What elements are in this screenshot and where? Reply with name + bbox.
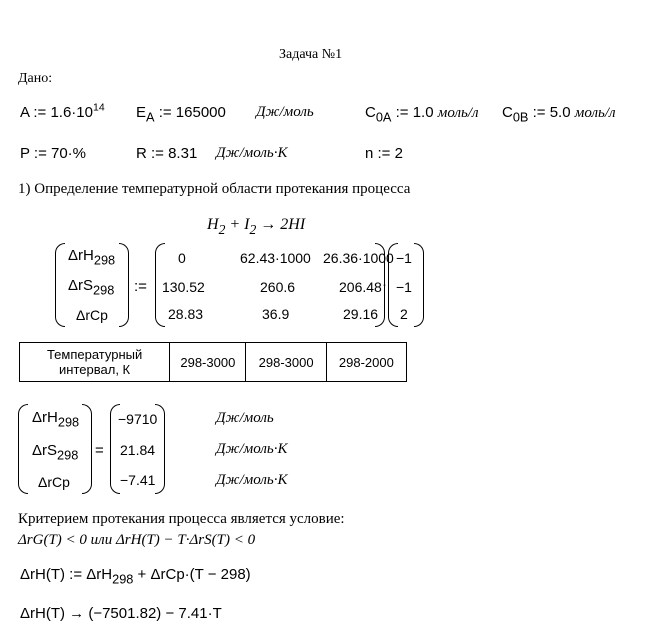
p-definition: P := 70·% — [20, 145, 87, 162]
problem-title: Задача №1 — [279, 47, 343, 62]
criterion-formula: ΔrG(T) < 0 или ΔrH(T) − T·ΔrS(T) < 0 — [18, 532, 256, 548]
multiply-dot: · — [382, 276, 387, 293]
a-definition: A := $1.6\cdot 10^{14}$ — [20, 101, 105, 121]
reaction-equation: $H_2 + I_2 \to 2HI$ — [207, 216, 306, 237]
result-unit: Дж/моль·К — [216, 441, 288, 457]
n-definition: n := 2 — [365, 145, 403, 162]
given-label: Дано: — [18, 71, 53, 86]
table-cell: 298-3000 — [246, 343, 326, 382]
ea-unit: Дж/моль — [256, 104, 314, 120]
table-cell: 298-2000 — [326, 343, 406, 382]
c0b-definition: $C_{0B}$ := 5.0 моль/л — [502, 104, 616, 125]
result-unit: Дж/моль — [216, 410, 274, 426]
dh-result: ΔrH(T) → (−7501.82) − 7.41·T — [20, 605, 222, 622]
r-unit: Дж/моль·К — [216, 145, 288, 161]
table-cell: 298-3000 — [170, 343, 246, 382]
temperature-range-table — [19, 342, 407, 382]
equals-operator: = — [95, 442, 104, 459]
r-definition: R := 8.31 — [136, 145, 198, 162]
assign-operator: := — [134, 278, 147, 295]
criterion-text: Критерием протекания процесса является условие: — [18, 511, 345, 527]
section-heading: 1) Определение температурной области протекания процесса — [18, 181, 411, 197]
dh-definition: ΔrH(T) := ΔrH$_{298}$ + ΔrCp·(T − 298) — [20, 566, 251, 587]
c0a-definition: $C_{0A}$ := 1.0 моль/л — [365, 104, 479, 125]
ea-definition: $E_A$ := 165000 — [136, 104, 226, 125]
table-header: Температурный интервал, К — [20, 343, 170, 382]
result-unit: Дж/моль·К — [216, 472, 288, 488]
